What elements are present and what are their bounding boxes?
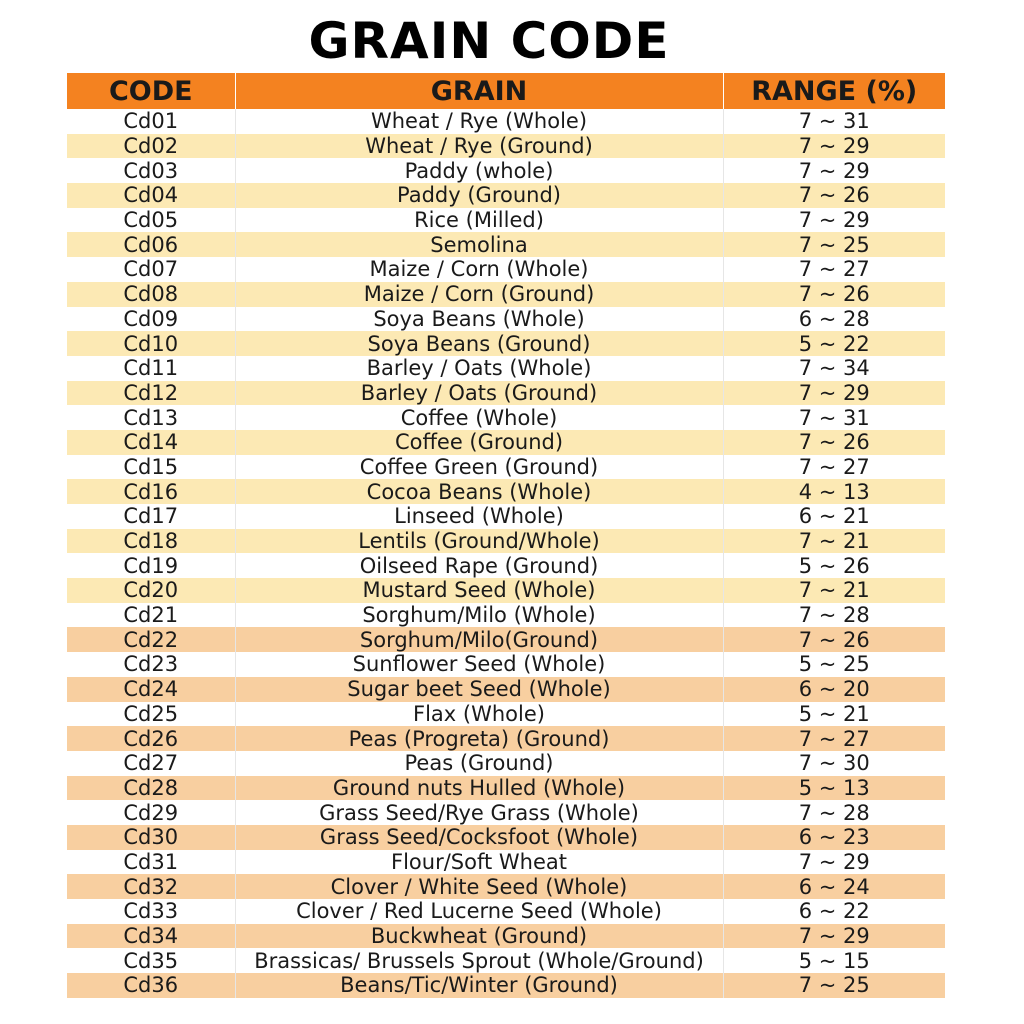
cell-range: 7 ~ 31 [798, 109, 870, 134]
cell-grain: Soya Beans (Ground) [235, 331, 723, 356]
cell-range: 7 ~ 31 [798, 405, 870, 430]
cell-range: 6 ~ 21 [798, 504, 870, 529]
cell-code: Cd01 [67, 109, 235, 134]
table-row [67, 282, 945, 307]
table-row [67, 603, 945, 628]
table-row [67, 800, 945, 825]
table-row [67, 183, 945, 208]
table-row [67, 208, 945, 233]
cell-range: 5 ~ 26 [798, 553, 870, 578]
table-row [67, 134, 945, 159]
table-row [67, 677, 945, 702]
cell-code: Cd04 [67, 183, 235, 208]
table-row [67, 331, 945, 356]
cell-code: Cd31 [67, 850, 235, 875]
cell-code: Cd23 [67, 652, 235, 677]
cell-range: 7 ~ 26 [798, 430, 870, 455]
cell-code: Cd06 [67, 232, 235, 257]
cell-code: Cd12 [67, 381, 235, 406]
page-title: GRAIN CODE [308, 12, 670, 70]
table-row [67, 504, 945, 529]
table-row [67, 726, 945, 751]
cell-range: 7 ~ 25 [798, 232, 870, 257]
cell-code: Cd13 [67, 405, 235, 430]
cell-range: 5 ~ 25 [798, 652, 870, 677]
table-row [67, 899, 945, 924]
cell-range: 7 ~ 29 [798, 924, 870, 949]
cell-code: Cd26 [67, 726, 235, 751]
cell-range: 5 ~ 13 [798, 775, 870, 800]
header-code: CODE [67, 73, 235, 109]
cell-code: Cd08 [67, 282, 235, 307]
table-row [67, 973, 945, 998]
cell-code: Cd10 [67, 331, 235, 356]
cell-grain: Paddy (whole) [235, 158, 723, 183]
cell-range: 7 ~ 27 [798, 454, 870, 479]
table-row [67, 874, 945, 899]
cell-code: Cd20 [67, 578, 235, 603]
cell-range: 6 ~ 24 [798, 874, 870, 899]
cell-range: 7 ~ 30 [798, 751, 870, 776]
cell-range: 6 ~ 23 [798, 825, 870, 850]
cell-range: 7 ~ 28 [798, 800, 870, 825]
cell-range: 7 ~ 28 [798, 603, 870, 628]
table-row [67, 776, 945, 801]
cell-code: Cd32 [67, 874, 235, 899]
cell-code: Cd07 [67, 257, 235, 282]
cell-grain: Maize / Corn (Ground) [235, 282, 723, 307]
cell-range: 7 ~ 27 [798, 726, 870, 751]
cell-code: Cd02 [67, 134, 235, 159]
table-body [67, 109, 945, 998]
cell-code: Cd36 [67, 973, 235, 998]
table-row [67, 553, 945, 578]
cell-code: Cd15 [67, 455, 235, 480]
cell-code: Cd27 [67, 751, 235, 776]
cell-grain: Wheat / Rye (Whole) [235, 109, 723, 134]
cell-code: Cd33 [67, 899, 235, 924]
cell-grain: Coffee (Whole) [235, 405, 723, 430]
table-row [67, 356, 945, 381]
table-row [67, 948, 945, 973]
cell-code: Cd09 [67, 307, 235, 332]
cell-range: 6 ~ 28 [798, 306, 870, 331]
cell-grain: Soya Beans (Whole) [235, 307, 723, 332]
cell-grain: Mustard Seed (Whole) [235, 578, 723, 603]
table-row [67, 479, 945, 504]
table-row [67, 825, 945, 850]
cell-grain: Peas (Ground) [235, 751, 723, 776]
cell-code: Cd03 [67, 158, 235, 183]
cell-range: 7 ~ 21 [798, 529, 870, 554]
header-range: RANGE (%) [723, 73, 945, 109]
cell-grain: Brassicas/ Brussels Sprout (Whole/Ground) [235, 948, 723, 973]
cell-range: 7 ~ 29 [798, 134, 870, 159]
cell-grain: Linseed (Whole) [235, 504, 723, 529]
cell-range: 7 ~ 21 [798, 578, 870, 603]
cell-code: Cd17 [67, 504, 235, 529]
cell-code: Cd16 [67, 479, 235, 504]
cell-code: Cd30 [67, 825, 235, 850]
table-row [67, 652, 945, 677]
cell-code: Cd29 [67, 800, 235, 825]
cell-code: Cd34 [67, 924, 235, 949]
cell-grain: Grass Seed/Cocksfoot (Whole) [235, 825, 723, 850]
cell-code: Cd28 [67, 776, 235, 801]
cell-grain: Wheat / Rye (Ground) [235, 134, 723, 159]
cell-grain: Paddy (Ground) [235, 183, 723, 208]
cell-grain: Barley / Oats (Ground) [235, 381, 723, 406]
cell-grain: Flax (Whole) [235, 702, 723, 727]
table-row [67, 924, 945, 949]
cell-code: Cd18 [67, 529, 235, 554]
cell-grain: Lentils (Ground/Whole) [235, 529, 723, 554]
table-row [67, 850, 945, 875]
cell-range: 7 ~ 29 [798, 158, 870, 183]
cell-range: 6 ~ 20 [798, 677, 870, 702]
table-row [67, 307, 945, 332]
table-row [67, 751, 945, 776]
table-row [67, 430, 945, 455]
cell-grain: Sorghum/Milo (Whole) [235, 603, 723, 628]
cell-grain: Grass Seed/Rye Grass (Whole) [235, 800, 723, 825]
cell-range: 7 ~ 27 [798, 257, 870, 282]
cell-grain: Oilseed Rape (Ground) [235, 553, 723, 578]
cell-code: Cd24 [67, 677, 235, 702]
cell-range: 6 ~ 22 [798, 899, 870, 924]
cell-grain: Clover / Red Lucerne Seed (Whole) [235, 899, 723, 924]
cell-grain: Sunflower Seed (Whole) [235, 652, 723, 677]
cell-range: 7 ~ 34 [798, 356, 870, 381]
table-row [67, 529, 945, 554]
cell-grain: Ground nuts Hulled (Whole) [235, 776, 723, 801]
cell-code: Cd11 [67, 356, 235, 381]
cell-grain: Beans/Tic/Winter (Ground) [235, 973, 723, 998]
table-row [67, 381, 945, 406]
cell-code: Cd25 [67, 702, 235, 727]
cell-range: 7 ~ 29 [798, 380, 870, 405]
cell-grain: Coffee Green (Ground) [235, 455, 723, 480]
cell-grain: Rice (Milled) [235, 208, 723, 233]
cell-range: 5 ~ 21 [798, 701, 870, 726]
table-row [67, 232, 945, 257]
table-row [67, 257, 945, 282]
cell-range: 5 ~ 15 [798, 948, 870, 973]
cell-code: Cd22 [67, 627, 235, 652]
cell-grain: Sugar beet Seed (Whole) [235, 677, 723, 702]
cell-range: 7 ~ 26 [798, 183, 870, 208]
table-row [67, 158, 945, 183]
cell-grain: Buckwheat (Ground) [235, 924, 723, 949]
cell-code: Cd21 [67, 603, 235, 628]
cell-code: Cd14 [67, 430, 235, 455]
table-row [67, 627, 945, 652]
table-header-row [67, 73, 945, 109]
cell-grain: Maize / Corn (Whole) [235, 257, 723, 282]
cell-code: Cd05 [67, 208, 235, 233]
cell-grain: Peas (Progreta) (Ground) [235, 726, 723, 751]
cell-range: 7 ~ 26 [798, 627, 870, 652]
cell-range: 5 ~ 22 [798, 331, 870, 356]
table-row [67, 455, 945, 480]
cell-grain: Coffee (Ground) [235, 430, 723, 455]
cell-grain: Flour/Soft Wheat [235, 850, 723, 875]
cell-grain: Sorghum/Milo(Ground) [235, 627, 723, 652]
cell-range: 7 ~ 29 [798, 849, 870, 874]
cell-code: Cd19 [67, 553, 235, 578]
cell-range: 7 ~ 25 [798, 973, 870, 998]
cell-grain: Semolina [235, 232, 723, 257]
grain-code-table [67, 73, 945, 998]
cell-grain: Cocoa Beans (Whole) [235, 479, 723, 504]
cell-grain: Barley / Oats (Whole) [235, 356, 723, 381]
cell-grain: Clover / White Seed (Whole) [235, 874, 723, 899]
table-row [67, 109, 945, 134]
table-row [67, 702, 945, 727]
cell-range: 7 ~ 26 [798, 282, 870, 307]
cell-range: 4 ~ 13 [798, 479, 870, 504]
cell-code: Cd35 [67, 948, 235, 973]
cell-range: 7 ~ 29 [798, 208, 870, 233]
table-row [67, 405, 945, 430]
header-grain: GRAIN [235, 73, 723, 109]
table-row [67, 578, 945, 603]
